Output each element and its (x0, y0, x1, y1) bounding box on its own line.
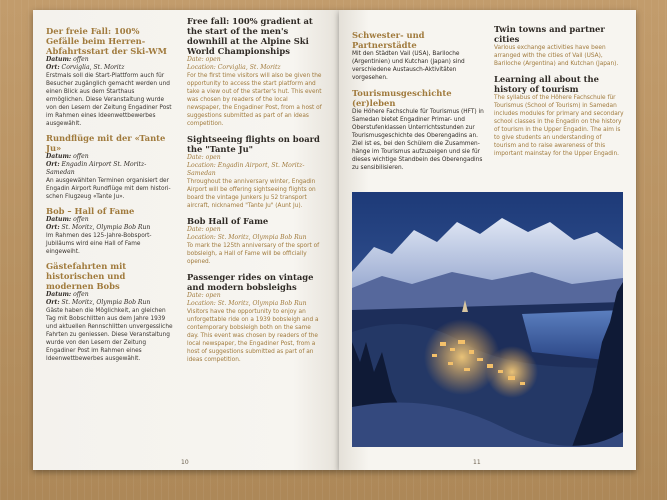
date-value: offen (73, 216, 89, 223)
date-label: Datum: (46, 56, 72, 63)
date-label: Date: (187, 292, 204, 299)
event-title: Bob – Hall of Fame (46, 206, 135, 216)
date-label: Datum: (46, 216, 72, 223)
place-label: Ort: (46, 161, 60, 168)
event-title: Der freie Fall: 100% Gefälle beim Herren-Abfahrtsstart der Ski-WM (46, 26, 167, 56)
left-page (33, 10, 339, 470)
section-title: Learning all about the history of tourism (494, 74, 599, 94)
event-text: Visitors have the opportunity to enjoy an unforgettable ride on a 1939 bobsleigh and a contemporary bobsleigh both on the same day. This event was chosen by readers of the local newspaper, the Engadiner Post, from a host of suggestions submitted as part of an ideas competition. (187, 309, 319, 363)
place-value: St. Moritz, Olympia Bob Run (61, 299, 151, 306)
left-german-column (46, 10, 174, 363)
section-title: Tourismusgeschichte (er)leben (352, 88, 452, 108)
event-text: Gäste haben die Möglichkeit, an gleichen Tag mit Bobschlitten aus dem Jahre 1939 und aktuellen Rennschlitten unvergessliche Fahrten zu geniessen. Diese Veranstaltung wurde von den Lesern der Zeitung Engadiner Post im Rahmen eines Ideenwettbewerbes ausgewählt. (46, 308, 173, 362)
section-text: Various exchange activities have been arranged with the cities of Vail (USA), Bariloche (Argentina) and Kutchan (Japan). (494, 45, 619, 67)
place-label: Ort: (46, 224, 60, 231)
event-block (46, 261, 174, 363)
place-value: Engadin Airport St. Moritz-Samedan (46, 161, 147, 176)
section-text: Mit den Städten Vail (USA), Bariloche (Argentinien) und Kutchan (Japan) sind verschiedene Austausch-Aktivitäten vorgesehen. (352, 51, 465, 81)
place-value: St. Moritz, Olympia Bob Run (217, 234, 307, 241)
place-label: Location: (187, 234, 216, 241)
event-title: Gästefahrten mit historischen und modernen Bobs (46, 261, 127, 291)
section-title: Twin towns and partner cities (494, 24, 605, 44)
section-block (494, 24, 624, 68)
date-value: open (205, 226, 221, 233)
section-text: Die Höhere Fachschule für Tourismus (HFT) in Samedan bietet Engadiner Primar- und Oberstufenklassen Unterrichtsstunden zur Tourismusgeschichte des Oberengadins an. Ziel ist es, bei den Schülern die Zusammen-hänge im Tourismus aufzuzeigen und sie für dieses wichtige Standbein des Oberengadins zu sensibilisieren. (352, 109, 484, 171)
left-english-column (187, 10, 323, 364)
date-label: Datum: (46, 291, 72, 298)
st-moritz-night-photo (352, 192, 623, 447)
right-page (339, 10, 636, 470)
date-label: Date: (187, 56, 204, 63)
page-number: 10 (181, 459, 189, 466)
date-value: offen (73, 56, 89, 63)
event-block (46, 206, 174, 256)
event-text: Erstmals soll die Start-Plattform auch für Besucher zugänglich gemacht werden und einen Blick aus dem Starthaus ermöglichen. Diese Veranstaltung wurde von den Lesern der Zeitung Engadiner Post im Rahmen eines Ideenwettbewerbes ausgewählt. (46, 73, 172, 127)
date-value: open (205, 292, 221, 299)
event-block (187, 134, 323, 210)
event-text: To mark the 125th anniversary of the sport of bobsleigh, a Hall of Fame will be officially opened. (187, 243, 320, 265)
date-value: offen (73, 153, 89, 160)
date-value: open (205, 56, 221, 63)
date-value: open (205, 154, 221, 161)
place-label: Ort: (46, 64, 60, 71)
event-text: An ausgewählten Terminen organisiert der Engadin Airport Rundflüge mit dem histori-schen Flugzeug «Tante Ju». (46, 178, 171, 200)
place-value: Engadin Airport, St. Moritz-Samedan (187, 162, 305, 177)
event-title: Sightseeing flights on board the "Tante Ju" (187, 134, 320, 154)
event-block (46, 26, 174, 128)
right-english-column (494, 10, 624, 158)
event-block (187, 272, 323, 364)
place-value: Corviglia, St. Moritz (217, 64, 281, 71)
right-german-column (352, 10, 484, 172)
section-text: The syllabus of the Höhere Fachschule für Tourismus (School of Tourism) in Samedan includes modules for primary and secondary school classes in the Engadin on the history of tourism in the Upper Engadin. The aim is to give students an understanding of tourism and to raise awareness of this important mainstay for the Upper Engadin. (494, 95, 624, 157)
place-label: Location: (187, 162, 216, 169)
event-title: Bob Hall of Fame (187, 216, 269, 226)
date-label: Date: (187, 226, 204, 233)
place-label: Ort: (46, 299, 60, 306)
date-value: offen (73, 291, 89, 298)
event-block (187, 16, 323, 128)
place-value: St. Moritz, Olympia Bob Run (217, 300, 307, 307)
page-number: 11 (473, 459, 481, 466)
event-text: For the first time visitors will also be given the opportunity to access the start platform and take a view out of the starter's hut. This event was chosen by readers of the local newspaper, the Engadiner Post, from a host of suggestions submitted as part of an ideas competition. (187, 73, 322, 127)
place-value: St. Moritz, Olympia Bob Run (61, 224, 151, 231)
event-text: Im Rahmen des 125-Jahre-Bobsport-Jubiläums wird eine Hall of Fame eingeweiht. (46, 233, 152, 255)
date-label: Datum: (46, 153, 72, 160)
section-block (352, 30, 484, 82)
place-label: Location: (187, 64, 216, 71)
event-title: Free fall: 100% gradient at the start of the men's downhill at the Alpine Ski World Championships (187, 16, 313, 56)
event-title: Passenger rides on vintage and modern bobsleighs (187, 272, 314, 292)
place-label: Location: (187, 300, 216, 307)
event-block (187, 216, 323, 266)
event-block (46, 133, 174, 201)
event-text: Throughout the anniversary winter, Engadin Airport will be offering sightseeing flights on board the vintage Junkers Ju 52 transport aircraft, nicknamed "Tante Ju" (Aunt Ju). (187, 179, 316, 209)
section-title: Schwester- und Partnerstädte (352, 30, 425, 50)
place-value: Corviglia, St. Moritz (61, 64, 125, 71)
event-title: Rundflüge mit der «Tante Ju» (46, 133, 166, 153)
section-block (352, 88, 484, 172)
date-label: Date: (187, 154, 204, 161)
section-block (494, 74, 624, 158)
